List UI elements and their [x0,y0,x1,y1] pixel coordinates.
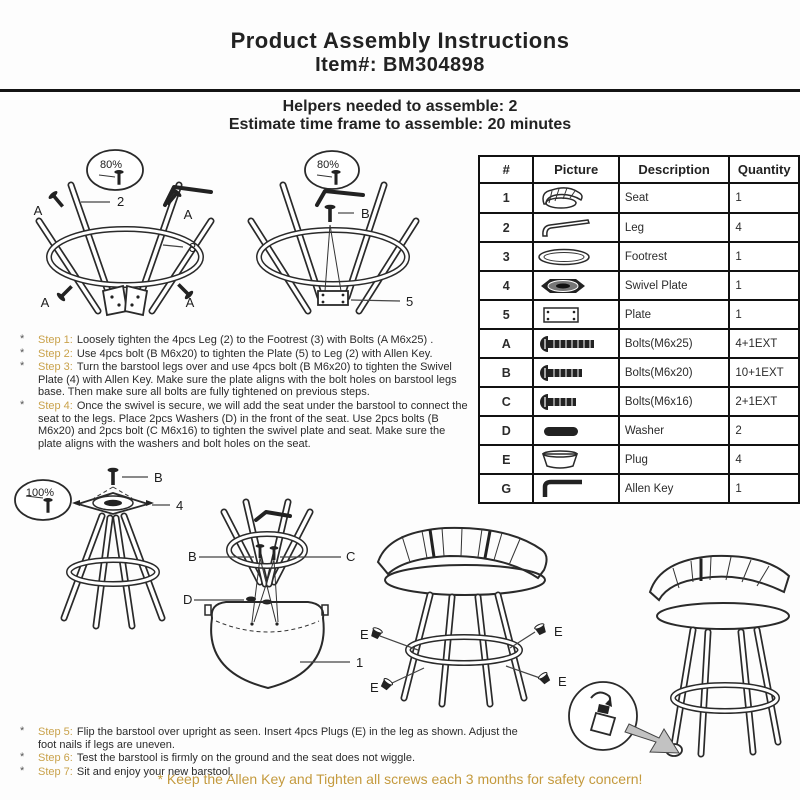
part-picture [533,213,618,242]
step-text: Flip the barstool over upright as seen. Insert 4pcs Plugs (E) in the leg as shown. Adjust the foot nails if legs are uneven. [38,726,518,751]
step-label: Step 3: [38,361,73,374]
callout-seat: 1 [356,655,364,670]
part-description: Plate [619,300,730,329]
plate-icon [536,304,586,326]
step-bullet: * [20,360,25,373]
part-picture [533,474,618,503]
part-quantity: 1 [729,474,799,503]
helpers-line: Helpers needed to assemble: 2 [282,98,518,115]
footer-safety-note: * Keep the Allen Key and Tighten all screws each 3 months for safety concern! [157,771,643,787]
step-text: Loosely tighten the 4pcs Leg (2) to the Footrest (3) with Bolts (A M6x25) . [76,334,434,346]
zoom-80-label: 80% [99,159,123,171]
callout-bolt-c: C [346,549,356,564]
part-id: 3 [479,242,533,271]
col-header-number: # [479,156,533,183]
bolt-medium-icon [536,364,602,382]
step-bullet: * [20,398,25,411]
seat-part [385,565,545,595]
step-text: Turn the barstool legs over and use 4pcs bolt (B M6x20) to tighten the Swivel Plate (4) with Allen Key. Make sure the plate aligns with the bolt holes on barstool legs base. Then make sure all bolts are fully tightened on previous steps. [38,361,457,399]
callout-leg: 2 [117,194,125,209]
bolt-long-icon [536,335,602,353]
callout-bolt-a: A [183,207,193,222]
footrest-icon [536,246,592,268]
step-bullet: * [20,764,25,777]
part-picture [533,271,618,300]
col-header-description: Description [619,156,730,183]
callout-footrest: 3 [189,240,197,255]
part-id: C [479,387,533,416]
washer-icon [536,422,586,440]
plug-part [380,677,394,691]
callout-bolt-b: B [361,206,370,221]
part-id: 5 [479,300,533,329]
table-row [479,271,799,300]
diagram-finished-stool [565,540,800,800]
col-header-picture: Picture [533,156,618,183]
step-bullet: * [20,725,25,737]
assembly-step-6 [18,752,538,765]
table-row [479,358,799,387]
callout-bolt-a: A [40,295,50,310]
zoom-bubble [15,480,71,520]
part-quantity: 4+1EXT [729,329,799,358]
assembly-step-1 [18,334,470,347]
diagram-stool-plugs [330,520,590,725]
part-quantity: 2 [729,416,799,445]
assembly-step-3 [18,361,470,399]
part-quantity: 10+1EXT [729,358,799,387]
part-picture [533,445,618,474]
table-row [479,213,799,242]
callout-bolt-b: B [154,470,163,485]
part-picture [533,358,618,387]
step-text: Once the swivel is secure, we will add the seat under the barstool to connect the seat to the legs. Place 2pcs Washers (D) in the front of the seat. Use 2pcs bolts (B M6x20) and 2pcs bolt (C M6x16) to tighten the swivel plate and seat. Make sure the plate aligns with the washers and bolt holes on the seat. [38,399,468,450]
leg-plate-left [103,286,127,315]
step-bullet: * [20,346,25,359]
bolt-a-icon [55,283,75,303]
assembly-steps-top [18,334,470,451]
bolt-b-icon [325,205,336,222]
callout-plate: 5 [406,294,414,309]
assembly-step-5 [18,726,538,751]
leg-stub [591,713,615,735]
part-picture [533,387,618,416]
callout-plug-e: E [370,680,379,695]
callout-swivel-plate: 4 [176,498,184,513]
allen-key-icon [536,477,588,501]
step-label: Step 1: [38,334,73,346]
part-quantity: 1 [729,271,799,300]
page-title: Product Assembly Instructions [230,28,570,53]
table-row [479,474,799,503]
swivel-plate-icon [536,275,590,297]
detail-arrow [625,724,679,753]
callout-plug-e: E [360,627,369,642]
part-description: Footrest [619,242,730,271]
part-description: Plug [619,445,730,474]
part-description: Allen Key [619,474,730,503]
part-description: Bolts(M6x20) [619,358,730,387]
parts-table [478,155,800,504]
plug-part [538,671,552,685]
step-text: Sit and enjoy your new barstool. [76,765,234,778]
part-quantity: 1 [729,242,799,271]
part-id: 1 [479,183,533,213]
table-header-row [479,156,799,183]
step-bullet: * [20,333,25,345]
step-text: Test the barstool is firmly on the ground and the seat does not wiggle. [76,752,416,765]
part-id: G [479,474,533,503]
part-description: Bolts(M6x25) [619,329,730,358]
bolt-short-icon [536,393,602,411]
step-label: Step 2: [38,347,73,360]
part-picture [533,300,618,329]
callout-plug-e: E [554,624,563,639]
leg-icon [536,217,594,239]
item-number: Item#: BM304898 [315,54,485,76]
step-bullet: * [20,751,25,764]
step-label: Step 6: [38,752,73,765]
part-description: Swivel Plate [619,271,730,300]
diagram-legs-plate [235,145,475,330]
part-quantity: 2+1EXT [729,387,799,416]
part-description: Leg [619,213,730,242]
table-row [479,183,799,213]
bolt-a-icon [47,190,67,210]
part-id: E [479,445,533,474]
plug-icon [536,448,584,472]
time-line: Estimate time frame to assemble: 20 minutes [228,116,572,133]
plug-part [534,623,547,636]
zoom-80-label: 80% [316,159,340,171]
callout-plug-e: E [558,674,567,689]
callout-bolt-b: B [188,549,197,564]
part-quantity: 1 [729,183,799,213]
step-label: Step 7: [38,765,73,778]
leg-plate-right [125,286,147,315]
table-row [479,445,799,474]
callout-bolt-a: A [33,203,43,218]
part-picture [533,183,618,213]
table-row [479,329,799,358]
header-divider [0,89,800,92]
plug-part [370,627,383,640]
diagram-legs-footrest [15,145,235,330]
seat-part [657,603,789,629]
part-quantity: 4 [729,213,799,242]
part-description: Washer [619,416,730,445]
bolt-b-icon [108,468,119,485]
part-id: 4 [479,271,533,300]
part-id: 2 [479,213,533,242]
part-description: Seat [619,183,730,213]
callout-washer: D [183,592,193,607]
part-quantity: 1 [729,300,799,329]
part-id: A [479,329,533,358]
zoom-100-label: 100% [25,487,55,499]
part-id: D [479,416,533,445]
part-picture [533,242,618,271]
callout-bolt-a: A [185,295,195,310]
col-header-quantity: Quantity [729,156,799,183]
washer-part [246,597,256,602]
part-quantity: 4 [729,445,799,474]
seat-back [650,556,789,600]
step-text: Use 4pcs bolt (B M6x20) to tighten the Plate (5) to Leg (2) with Allen Key. [76,347,433,360]
part-description: Bolts(M6x16) [619,387,730,416]
table-row [479,300,799,329]
allen-key-icon [317,191,363,205]
part-picture [533,329,618,358]
part-picture [533,416,618,445]
seat-part [211,602,324,688]
table-row [479,387,799,416]
part-id: B [479,358,533,387]
table-row [479,242,799,271]
assembly-step-2 [18,348,470,361]
assembly-step-4 [18,400,470,450]
seat-icon [536,185,588,211]
table-row [479,416,799,445]
step-label: Step 4: [38,399,73,412]
step-label: Step 5: [38,726,73,738]
